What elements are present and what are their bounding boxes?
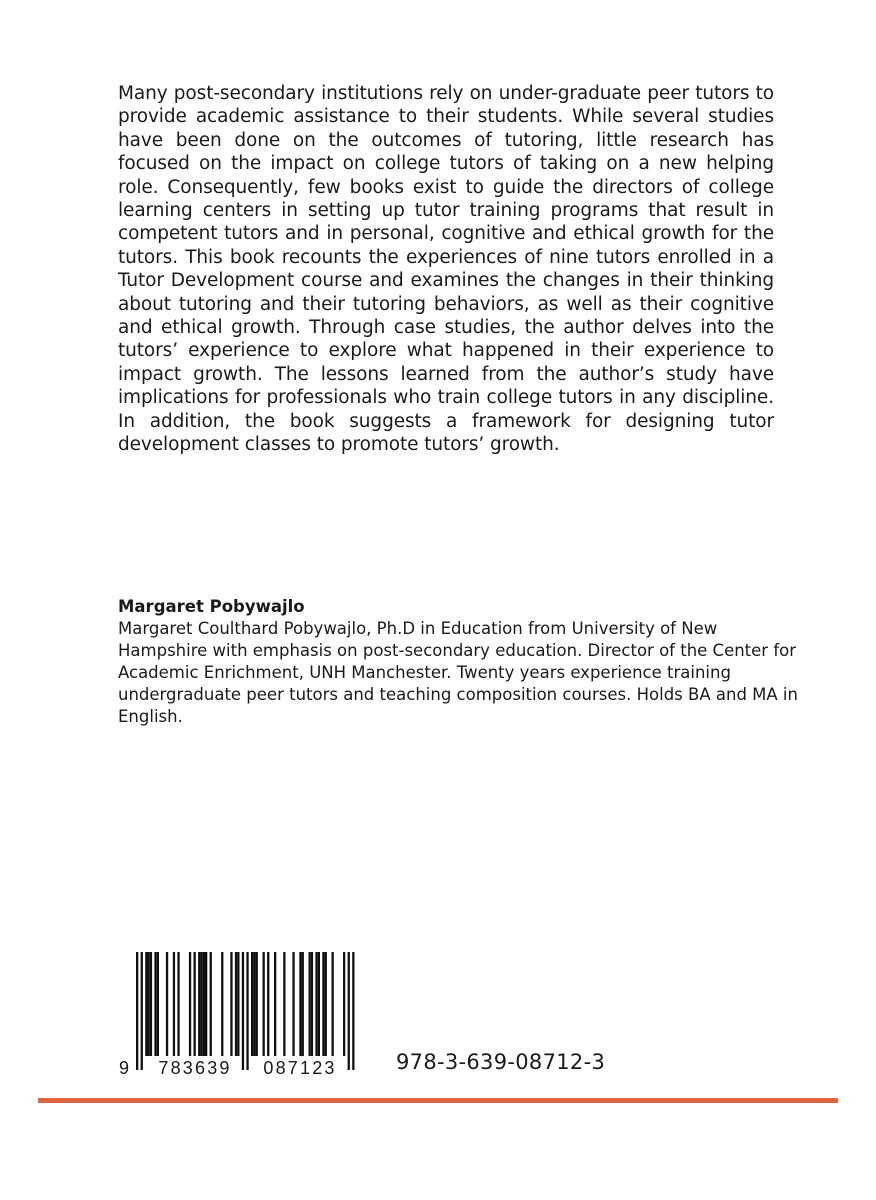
barcode-bar (230, 952, 232, 1056)
barcode-bar (253, 952, 255, 1056)
barcode-bar (200, 952, 202, 1056)
barcode-bar (325, 952, 327, 1056)
barcode-bar (315, 952, 317, 1056)
barcode-bar (283, 952, 285, 1056)
barcode-bar (194, 952, 196, 1056)
barcode-bar (311, 952, 313, 1056)
barcode-guard-bar (348, 952, 350, 1070)
barcode-guard-bar (141, 952, 143, 1070)
barcode-bar (332, 952, 334, 1056)
barcode-bar (210, 952, 212, 1056)
barcode-bar (177, 952, 179, 1056)
barcode-bar (237, 952, 239, 1056)
barcode-bar (148, 952, 150, 1056)
barcode-bar (318, 952, 320, 1056)
barcode-left-digits: 783639 (158, 1058, 232, 1078)
barcode-bar (299, 952, 301, 1056)
barcode-bar (145, 952, 147, 1056)
barcode-bars (136, 952, 355, 1070)
barcode-bar (235, 952, 237, 1056)
barcode-bar (221, 952, 223, 1056)
barcode-bar (263, 952, 265, 1056)
barcode-bar (198, 952, 200, 1056)
barcode-guard-bar (352, 952, 354, 1070)
barcode-bar (205, 952, 207, 1056)
barcode-lead-digit: 9 (118, 1058, 130, 1078)
book-description: Many post-secondary institutions rely on under-graduate peer tutors to provide academic assistance to their students. While several studies have been done on the outcomes of tutoring, little research has focused on the impact on college tutors of taking on a new helping role. Consequently, few books exist to guide the directors of college learning centers in setting up tutor training programs that result in competent tutors and in personal, cognitive and ethical growth for the tutors. This book recounts the experiences of nine tutors enrolled in a Tutor Development course and examines the changes in their thinking about tutoring and their tutoring behaviors, as well as their cognitive and ethical growth. Through case studies, the author delves into the tutors’ experience to explore what happened in their experience to impact growth. The lessons learned from the author’s study have implications for professionals who train college tutors in any discipline. In addition, the book suggests a framework for designing tutor development classes to promote tutors’ growth. (118, 83, 774, 456)
barcode-bar (157, 952, 159, 1056)
barcode-bar (343, 952, 345, 1056)
barcode-bar (322, 952, 324, 1056)
barcode-bar (173, 952, 175, 1056)
isbn-barcode (118, 950, 368, 1080)
barcode-guard-bar (136, 952, 138, 1070)
barcode-bar (256, 952, 258, 1056)
bottom-accent-rule (38, 1098, 838, 1103)
author-name: Margaret Pobywajlo (118, 597, 305, 616)
barcode-bar (274, 952, 276, 1056)
barcode-bar (309, 952, 311, 1056)
barcode-bar (154, 952, 156, 1056)
barcode-graphic (118, 950, 368, 1080)
barcode-bar (189, 952, 191, 1056)
barcode-guard-bar (246, 952, 248, 1070)
isbn-number: 978-3-639-08712-3 (396, 1050, 606, 1074)
barcode-bar (251, 952, 253, 1056)
author-section (118, 596, 798, 728)
barcode-bar (166, 952, 168, 1056)
barcode-bar (292, 952, 294, 1056)
author-bio: Margaret Coulthard Pobywajlo, Ph.D in Education from University of New Hampshire with emphasis on post-secondary education. Director of the Center for Academic Enrichment, UNH Manchester. Twenty years experience training undergraduate peer tutors and teaching composition courses. Holds BA and MA in English. (118, 619, 798, 726)
barcode-bar (267, 952, 269, 1056)
barcode-guard-bar (242, 952, 244, 1070)
barcode-bar (203, 952, 205, 1056)
barcode-bar (150, 952, 152, 1056)
barcode-right-digits: 087123 (263, 1058, 337, 1078)
barcode-bar (302, 952, 304, 1056)
